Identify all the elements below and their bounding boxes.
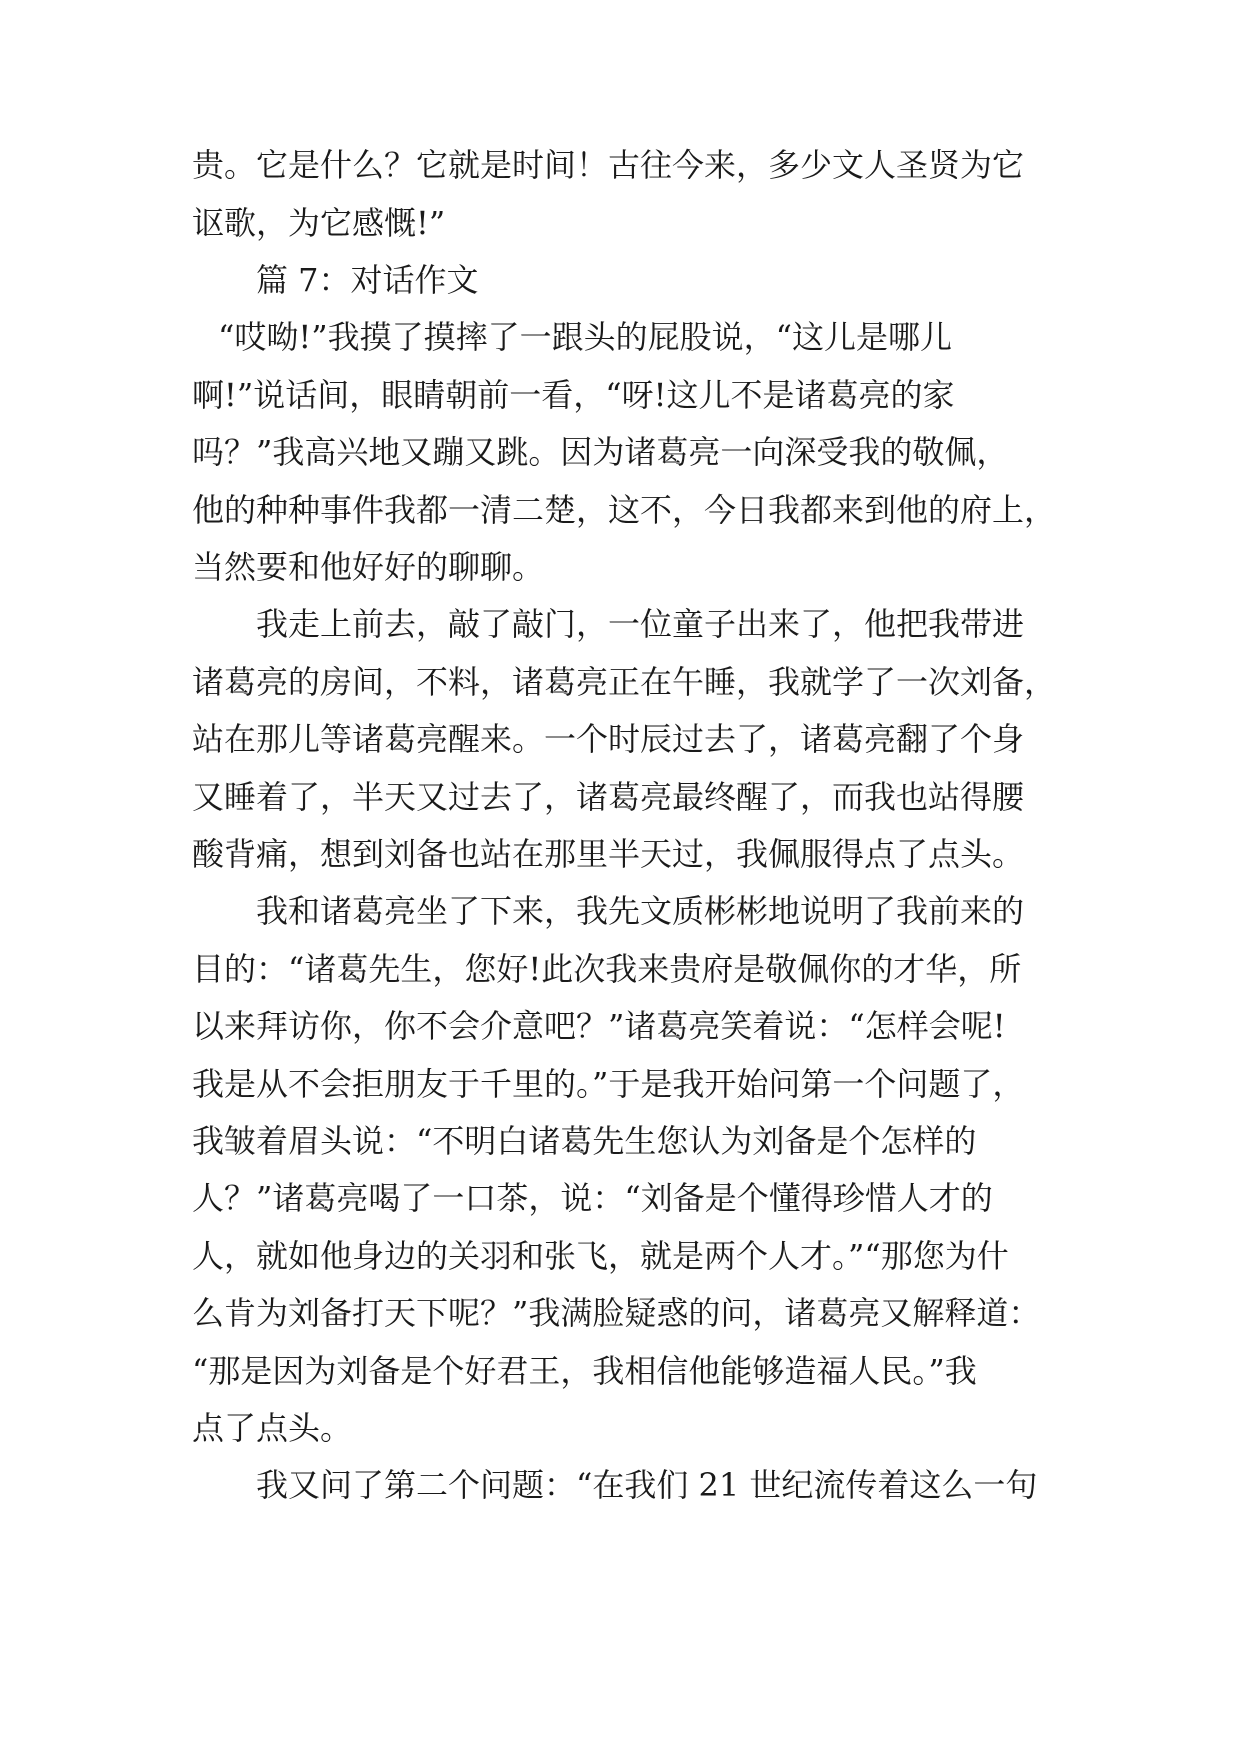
text-line: 吗？”我高兴地又蹦又跳。因为诸葛亮一向深受我的敬佩， [192, 433, 1009, 471]
text-line: 我和诸葛亮坐了下来，我先文质彬彬地说明了我前来的 [256, 892, 1025, 930]
text-line: 诸葛亮的房间，不料，诸葛亮正在午睡，我就学了一次刘备， [192, 663, 1057, 701]
text-line: “那是因为刘备是个好君王，我相信他能够造福人民。”我 [192, 1352, 977, 1390]
text-line: 站在那儿等诸葛亮醒来。一个时辰过去了，诸葛亮翻了个身 [192, 720, 1025, 758]
text-line: 他的种种事件我都一清二楚，这不，今日我都来到他的府上， [192, 491, 1057, 529]
text-line: 我是从不会拒朋友于千里的。”于是我开始问第一个问题了， [192, 1065, 1025, 1103]
text-line: 人？”诸葛亮喝了一口茶，说：“刘备是个懂得珍惜人才的 [192, 1179, 993, 1217]
text-line: 酸背痛，想到刘备也站在那里半天过，我佩服得点了点头。 [192, 835, 1025, 873]
text-line: 讴歌，为它感慨!” [192, 204, 446, 242]
text-line: 么肯为刘备打天下呢？”我满脸疑惑的问，诸葛亮又解释道： [192, 1294, 1041, 1332]
text-line: 人，就如他身边的关羽和张飞，就是两个人才。”“那您为什 [192, 1237, 1009, 1275]
text-line: 以来拜访你，你不会介意吧？”诸葛亮笑着说：“怎样会呢! [192, 1007, 1006, 1045]
text-line: 我走上前去，敲了敲门，一位童子出来了，他把我带进 [256, 605, 1025, 643]
text-line: 贵。它是什么？它就是时间！古往今来，多少文人圣贤为它 [192, 146, 1025, 184]
section-heading: 篇 7：对话作文 [256, 261, 479, 299]
text-line: 我皱着眉头说：“不明白诸葛先生您认为刘备是个怎样的 [192, 1122, 977, 1160]
text-line: “哎呦!”我摸了摸摔了一跟头的屁股说，“这儿是哪儿 [218, 318, 952, 356]
text-line: 啊!”说话间，眼睛朝前一看，“呀!这儿不是诸葛亮的家 [192, 376, 955, 414]
text-line: 目的：“诸葛先生，您好!此次我来贵府是敬佩你的才华，所 [192, 950, 1022, 988]
text-line: 当然要和他好好的聊聊。 [192, 548, 545, 586]
text-line: 又睡着了，半天又过去了，诸葛亮最终醒了，而我也站得腰 [192, 778, 1025, 816]
text-line: 我又问了第二个问题：“在我们 21 世纪流传着这么一句 [256, 1466, 1038, 1504]
text-line: 点了点头。 [192, 1409, 353, 1447]
